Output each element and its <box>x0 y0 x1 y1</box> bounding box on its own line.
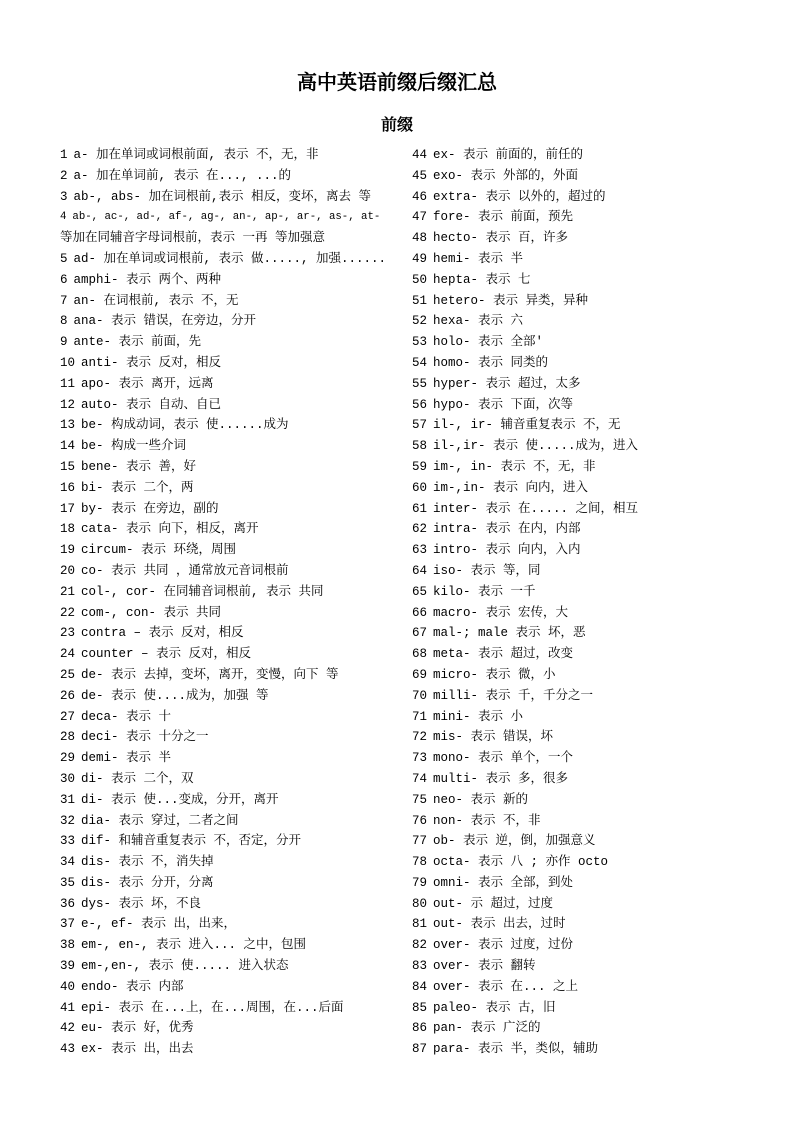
entry-text: intro- 表示 向内，入内 <box>433 543 581 558</box>
entry-text: kilo- 表示 一千 <box>433 584 536 599</box>
entry-number: 6 <box>60 272 68 287</box>
entry-text: hepta- 表示 七 <box>433 272 531 287</box>
prefix-entry-continuation <box>60 228 405 249</box>
prefix-entry <box>60 332 405 353</box>
entry-number: 43 <box>60 1042 76 1057</box>
entry-number: 18 <box>60 522 76 537</box>
entry-text: hecto- 表示 百，许多 <box>433 231 569 246</box>
entry-text: over- 表示 在... 之上 <box>433 979 579 994</box>
entry-number: 56 <box>412 397 428 412</box>
prefix-entry <box>60 207 405 228</box>
entry-number: 37 <box>60 917 76 932</box>
entry-text: exo- 表示 外部的，外面 <box>433 168 579 183</box>
prefix-entry <box>412 353 757 374</box>
entry-number: 35 <box>60 875 76 890</box>
prefix-entry <box>412 395 757 416</box>
entry-number: 60 <box>412 480 428 495</box>
prefix-entry <box>60 956 405 977</box>
entry-text: meta- 表示 超过，改变 <box>433 647 574 662</box>
prefix-entry <box>412 311 757 332</box>
entry-text: micro- 表示 微，小 <box>433 667 556 682</box>
prefix-entry <box>412 207 757 228</box>
entry-number: 52 <box>412 314 428 329</box>
prefix-entry <box>412 644 757 665</box>
entry-number: 87 <box>412 1042 428 1057</box>
prefix-list-right-column <box>412 145 757 1060</box>
entry-number: 8 <box>60 314 68 329</box>
entry-number: 16 <box>60 480 76 495</box>
prefix-entry <box>60 665 405 686</box>
entry-number: 85 <box>412 1000 428 1015</box>
entry-text: neo- 表示 新的 <box>433 792 529 807</box>
prefix-entry <box>60 457 405 478</box>
entry-text: hypo- 表示 下面，次等 <box>433 397 574 412</box>
entry-number: 57 <box>412 418 428 433</box>
entry-number: 53 <box>412 335 428 350</box>
entry-text: circum- 表示 环绕，周围 <box>81 543 237 558</box>
entry-number: 61 <box>412 501 428 516</box>
entry-number: 7 <box>60 293 68 308</box>
entry-number: 49 <box>412 251 428 266</box>
entry-number: 73 <box>412 751 428 766</box>
prefix-entry <box>412 582 757 603</box>
entry-text: out- 表示 出去，过时 <box>433 917 566 932</box>
prefix-entry <box>60 561 405 582</box>
entry-text: inter- 表示 在..... 之间，相互 <box>433 501 639 516</box>
entry-number: 77 <box>412 834 428 849</box>
entry-text: bi- 表示 二个，两 <box>81 480 194 495</box>
prefix-entry <box>60 166 405 187</box>
entry-text: apo- 表示 离开，远离 <box>81 376 214 391</box>
entry-number: 81 <box>412 917 428 932</box>
prefix-entry <box>412 686 757 707</box>
entry-text: be- 构成动词，表示 使......成为 <box>81 418 289 433</box>
entry-text: mono- 表示 单个，一个 <box>433 751 574 766</box>
entry-text: holo- 表示 全部' <box>433 335 544 350</box>
entry-text: dys- 表示 坏，不良 <box>81 896 202 911</box>
entry-text: intra- 表示 在内，内部 <box>433 522 581 537</box>
entry-number: 1 <box>60 148 68 162</box>
entry-number: 59 <box>412 459 428 474</box>
prefix-entry <box>412 873 757 894</box>
entry-number: 76 <box>412 813 428 828</box>
prefix-entry <box>412 727 757 748</box>
entry-text: mis- 表示 错误，坏 <box>433 730 554 745</box>
prefix-entry <box>60 499 405 520</box>
entry-number: 74 <box>412 771 428 786</box>
prefix-entry <box>412 270 757 291</box>
entry-text: de- 表示 去掉，变坏，离开，变慢，向下 等 <box>81 667 339 682</box>
prefix-entry <box>60 436 405 457</box>
entry-text: omni- 表示 全部，到处 <box>433 875 574 890</box>
entry-number: 75 <box>412 792 428 807</box>
prefix-entry <box>412 603 757 624</box>
entry-number: 86 <box>412 1021 428 1036</box>
entry-text: fore- 表示 前面，预先 <box>433 210 574 225</box>
prefix-entry <box>412 831 757 852</box>
prefix-entry <box>412 228 757 249</box>
entry-number: 65 <box>412 584 428 599</box>
prefix-entry <box>60 894 405 915</box>
entry-number: 19 <box>60 543 76 558</box>
prefix-entry <box>412 1039 757 1060</box>
entry-number: 50 <box>412 272 428 287</box>
entry-number: 15 <box>60 459 76 474</box>
entry-number: 79 <box>412 875 428 890</box>
entry-number: 31 <box>60 792 76 807</box>
entry-text: hetero- 表示 异类，异种 <box>433 293 589 308</box>
entry-text: homo- 表示 同类的 <box>433 355 549 370</box>
entry-number: 82 <box>412 938 428 953</box>
prefix-entry <box>412 998 757 1019</box>
entry-number: 70 <box>412 688 428 703</box>
entry-text: paleo- 表示 古，旧 <box>433 1000 556 1015</box>
prefix-entry <box>60 769 405 790</box>
entry-number: 39 <box>60 959 76 974</box>
entry-number: 24 <box>60 647 76 662</box>
entry-text: an- 在词根前, 表示 不，无 <box>73 293 239 308</box>
prefix-entry <box>60 790 405 811</box>
entry-text: mal-; male 表示 坏，恶 <box>433 626 586 641</box>
entry-text: de- 表示 使....成为，加强 等 <box>81 688 269 703</box>
prefix-entry <box>412 707 757 728</box>
entry-text: ab-, abs- 加在词根前,表示 相反，变坏，离去 等 <box>73 189 372 204</box>
entry-number: 3 <box>60 189 68 204</box>
prefix-entry <box>412 561 757 582</box>
entry-text: a- 加在单词前, 表示 在..., ...的 <box>73 168 292 183</box>
entry-number: 48 <box>412 231 428 246</box>
prefix-entry <box>412 1018 757 1039</box>
prefix-entry <box>60 582 405 603</box>
entry-text: em-,en-, 表示 使..... 进入状态 <box>81 959 289 974</box>
entry-number: 2 <box>60 168 68 183</box>
entry-text: by- 表示 在旁边，副的 <box>81 501 219 516</box>
prefix-entry <box>412 914 757 935</box>
entry-text: contra – 表示 反对，相反 <box>81 626 244 641</box>
entry-number: 34 <box>60 855 76 870</box>
entry-number: 63 <box>412 543 428 558</box>
prefix-entry <box>412 769 757 790</box>
prefix-entry <box>412 291 757 312</box>
entry-number: 14 <box>60 439 76 454</box>
prefix-entry <box>60 374 405 395</box>
entry-number: 12 <box>60 397 76 412</box>
entry-number: 38 <box>60 938 76 953</box>
entry-text: hemi- 表示 半 <box>433 251 524 266</box>
prefix-entry <box>412 187 757 208</box>
entry-number: 62 <box>412 522 428 537</box>
entry-number: 55 <box>412 376 428 391</box>
entry-text: amphi- 表示 两个、两种 <box>73 272 222 287</box>
entry-text: extra- 表示 以外的，超过的 <box>433 189 606 204</box>
entry-number: 11 <box>60 376 76 391</box>
prefix-entry <box>60 873 405 894</box>
prefix-entry <box>412 415 757 436</box>
entry-text: a- 加在单词或词根前面, 表示 不，无，非 <box>73 148 319 162</box>
prefix-entry <box>60 686 405 707</box>
prefix-entry <box>60 831 405 852</box>
entry-text: out- 示 超过，过度 <box>433 896 554 911</box>
entry-number: 45 <box>412 168 428 183</box>
entry-number: 58 <box>412 439 428 454</box>
prefix-entry <box>60 644 405 665</box>
entry-number: 42 <box>60 1021 76 1036</box>
entry-text: co- 表示 共同 ，通常放元音词根前 <box>81 563 289 578</box>
entry-number: 17 <box>60 501 76 516</box>
entry-number: 67 <box>412 626 428 641</box>
entry-number: 21 <box>60 584 76 599</box>
entry-number: 69 <box>412 667 428 682</box>
entry-number: 64 <box>412 563 428 578</box>
entry-number: 26 <box>60 688 76 703</box>
entry-text: over- 表示 翻转 <box>433 959 536 974</box>
prefix-entry <box>412 166 757 187</box>
prefix-entry <box>412 956 757 977</box>
entry-text: mini- 表示 小 <box>433 709 524 724</box>
entry-number: 25 <box>60 667 76 682</box>
entry-text: il-, ir- 辅音重复表示 不，无 <box>433 418 621 433</box>
entry-number: 32 <box>60 813 76 828</box>
entry-number: 54 <box>412 355 428 370</box>
prefix-entry <box>412 623 757 644</box>
prefix-entry <box>60 540 405 561</box>
entry-text: e-, ef- 表示 出，出来， <box>81 917 237 932</box>
entry-text: dis- 表示 分开，分离 <box>81 875 214 890</box>
entry-text: milli- 表示 千，千分之一 <box>433 688 594 703</box>
prefix-entry <box>60 623 405 644</box>
entry-number: 71 <box>412 709 428 724</box>
entry-text: ana- 表示 错误，在旁边，分开 <box>73 314 257 329</box>
entry-text: im-,in- 表示 向内，进入 <box>433 480 589 495</box>
entry-number: 9 <box>60 335 68 350</box>
entry-text-continuation: 等加在同辅音字母词根前，表示 一再 等加强意 <box>60 231 326 246</box>
entry-number: 83 <box>412 959 428 974</box>
entry-text: di- 表示 使...变成，分开，离开 <box>81 792 279 807</box>
prefix-entry <box>60 415 405 436</box>
entry-number: 78 <box>412 855 428 870</box>
entry-number: 40 <box>60 979 76 994</box>
entry-text: ad- 加在单词或词根前, 表示 做....., 加强...... <box>73 251 387 266</box>
entry-text: ante- 表示 前面，先 <box>73 335 202 350</box>
entry-number: 28 <box>60 730 76 745</box>
entry-number: 10 <box>60 355 76 370</box>
entry-text: dis- 表示 不，消失掉 <box>81 855 214 870</box>
prefix-entry <box>412 748 757 769</box>
entry-text: ob- 表示 逆，倒，加强意义 <box>433 834 596 849</box>
entry-number: 47 <box>412 210 428 225</box>
entry-number: 68 <box>412 647 428 662</box>
document-title: 高中英语前缀后缀汇总 <box>297 70 497 94</box>
entry-text: octa- 表示 八 ; 亦作 octo <box>433 855 609 870</box>
entry-text: dia- 表示 穿过，二者之间 <box>81 813 239 828</box>
entry-text: eu- 表示 好，优秀 <box>81 1021 194 1036</box>
entry-text: ex- 表示 前面的，前任的 <box>433 148 584 162</box>
prefix-entry <box>60 811 405 832</box>
entry-number: 51 <box>412 293 428 308</box>
entry-number: 22 <box>60 605 76 620</box>
entry-text: demi- 表示 半 <box>81 751 172 766</box>
entry-text: il-,ir- 表示 使.....成为，进入 <box>433 439 639 454</box>
entry-text: pan- 表示 广泛的 <box>433 1021 541 1036</box>
entry-number: 66 <box>412 605 428 620</box>
prefix-entry <box>412 519 757 540</box>
prefix-entry <box>412 852 757 873</box>
prefix-entry <box>412 540 757 561</box>
entry-text: ex- 表示 出，出去 <box>81 1042 194 1057</box>
prefix-entry <box>60 998 405 1019</box>
entry-text: deci- 表示 十分之一 <box>81 730 209 745</box>
entry-text: cata- 表示 向下，相反，离开 <box>81 522 259 537</box>
entry-number: 27 <box>60 709 76 724</box>
entry-number: 30 <box>60 771 76 786</box>
entry-number: 13 <box>60 418 76 433</box>
prefix-entry <box>60 249 405 270</box>
prefix-entry <box>60 935 405 956</box>
prefix-entry <box>60 353 405 374</box>
entry-text: di- 表示 二个，双 <box>81 771 194 786</box>
entry-text: non- 表示 不，非 <box>433 813 541 828</box>
prefix-entry <box>60 291 405 312</box>
prefix-entry <box>412 977 757 998</box>
prefix-entry <box>60 311 405 332</box>
prefix-entry <box>60 478 405 499</box>
entry-text: com-, con- 表示 共同 <box>81 605 222 620</box>
prefix-entry <box>412 145 757 166</box>
entry-text: deca- 表示 十 <box>81 709 172 724</box>
entry-text: iso- 表示 等，同 <box>433 563 541 578</box>
prefix-entry <box>60 1018 405 1039</box>
entry-text: auto- 表示 自动、自已 <box>81 397 222 412</box>
section-title: 前缀 <box>380 115 413 134</box>
prefix-entry <box>412 374 757 395</box>
entry-text: be- 构成一些介词 <box>81 439 187 454</box>
prefix-entry <box>412 894 757 915</box>
entry-text: im-, in- 表示 不，无，非 <box>433 459 596 474</box>
entry-text: ab-, ac-, ad-, af-, ag-, an-, ap-, ar-, as-, at- <box>72 211 381 224</box>
entry-number: 84 <box>412 979 428 994</box>
entry-text: counter – 表示 反对，相反 <box>81 647 252 662</box>
entry-text: anti- 表示 反对，相反 <box>81 355 222 370</box>
entry-text: hyper- 表示 超过，太多 <box>433 376 581 391</box>
prefix-entry <box>412 499 757 520</box>
entry-number: 4 <box>60 211 67 224</box>
entry-number: 44 <box>412 148 428 162</box>
prefix-entry <box>60 977 405 998</box>
prefix-entry <box>60 395 405 416</box>
prefix-entry <box>60 603 405 624</box>
entry-text: em-, en-, 表示 进入... 之中，包围 <box>81 938 307 953</box>
entry-text: dif- 和辅音重复表示 不，否定，分开 <box>81 834 302 849</box>
prefix-entry <box>412 457 757 478</box>
prefix-entry <box>412 478 757 499</box>
prefix-entry <box>412 935 757 956</box>
prefix-entry <box>60 270 405 291</box>
entry-text: para- 表示 半，类似，辅助 <box>433 1042 599 1057</box>
prefix-entry <box>412 436 757 457</box>
prefix-entry <box>60 748 405 769</box>
prefix-entry <box>412 249 757 270</box>
entry-text: over- 表示 过度，过份 <box>433 938 574 953</box>
entry-text: col-, cor- 在同辅音词根前, 表示 共同 <box>81 584 324 599</box>
entry-number: 36 <box>60 896 76 911</box>
entry-number: 5 <box>60 251 68 266</box>
prefix-entry <box>412 665 757 686</box>
entry-text: endo- 表示 内部 <box>81 979 184 994</box>
prefix-entry <box>412 790 757 811</box>
prefix-entry <box>60 519 405 540</box>
entry-text: epi- 表示 在...上，在...周围，在...后面 <box>81 1000 344 1015</box>
entry-number: 72 <box>412 730 428 745</box>
entry-number: 46 <box>412 189 428 204</box>
entry-number: 29 <box>60 751 76 766</box>
prefix-entry <box>60 187 405 208</box>
entry-number: 23 <box>60 626 76 641</box>
entry-text: multi- 表示 多，很多 <box>433 771 569 786</box>
entry-text: hexa- 表示 六 <box>433 314 524 329</box>
prefix-entry <box>60 727 405 748</box>
prefix-entry <box>412 332 757 353</box>
entry-number: 80 <box>412 896 428 911</box>
entry-text: bene- 表示 善，好 <box>81 459 197 474</box>
entry-number: 20 <box>60 563 76 578</box>
prefix-entry <box>60 707 405 728</box>
prefix-entry <box>60 145 405 166</box>
prefix-entry <box>60 914 405 935</box>
entry-number: 41 <box>60 1000 76 1015</box>
prefix-list-left-column <box>60 145 405 1060</box>
prefix-entry <box>412 811 757 832</box>
prefix-entry <box>60 852 405 873</box>
prefix-entry <box>60 1039 405 1060</box>
entry-text: macro- 表示 宏传，大 <box>433 605 569 620</box>
entry-number: 33 <box>60 834 76 849</box>
